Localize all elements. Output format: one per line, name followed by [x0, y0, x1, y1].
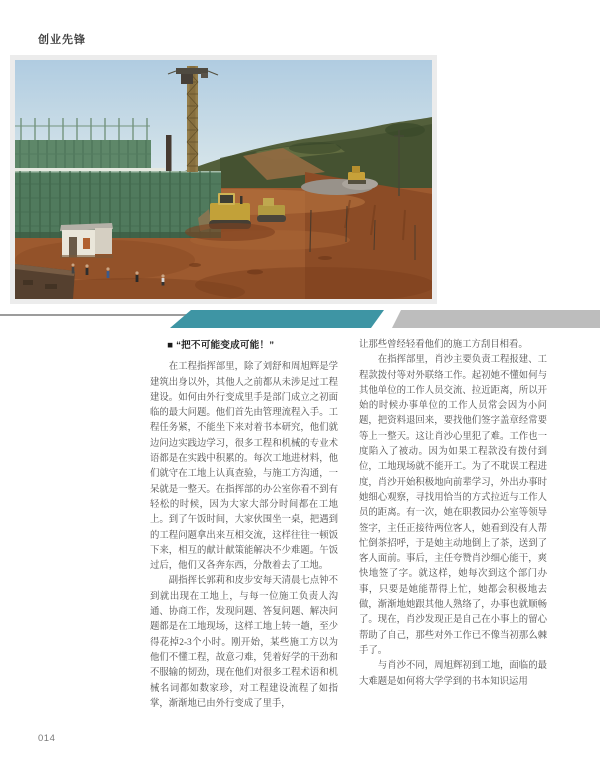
construction-site-photo	[10, 55, 437, 304]
paragraph-right-3: 与肖沙不同，周旭辉初到工地，面临的最大难题是如何将大学学到的书本知识运用	[359, 661, 547, 687]
section-heading: ■ “把不可能变成可能！”	[167, 340, 275, 351]
paragraph-left-1: 在工程指挥部里，除了刘舒和周旭辉是学建筑出身以外，其他人之前都从未涉足过工程建设。如何由外行变成里手是部门成立之初面临的最大问题。他们首先由管理流程入手。工程任务紧，不能坐下来对着书本研究，他们就边问边实践边学习，很多工程和机械的专业术语都是在实践中积累的。每次工地进材料，他们就守在工地上认真查验，与施工方沟通，一呆就是一整天。在指挥部的办公室你看不到有轻松的时候，因为大家大部分时间都在工地上。到了午饭时间，大家伙围坐一桌，把遇到的工程问题拿出来互相交流，这样往往一顿饭下来，相互的献计献策能解决不少难题。午饭过后，他们又各奔东西，分散着去了工地。	[150, 362, 338, 572]
page-header-label: 创业先锋	[38, 34, 86, 46]
construction-site-illustration	[15, 60, 432, 299]
paragraph-right-1: 让那些曾经轻看他们的施工方刮目相看。	[359, 340, 528, 350]
gray-band	[392, 310, 600, 328]
paragraph-left-2: 副指挥长郭莉和皮步安每天清晨七点钟不到就出现在工地上，与每一位施工负责人沟通、协商工作，发现问题、答复问题、解决问题都是在工地现场，这样工地上转一趟，至少得花掉2-3个小时。刚开始，某些施工方以为他们不懂工程，故意刁难，凭着好学的干劲和不服输的韧劲，现在他们对很多工程术语和机械名词都如数家珍，对工程建设流程了如指掌，渐渐地已由外行变成了里手，	[150, 576, 338, 709]
paragraph-right-2: 在指挥部里，肖沙主要负责工程报建、工程款拨付等对外联络工作。起初她不懂如何与其他单位的工作人员交流、拉近距离，所以开始的时候办事单位的工作人员常会因为小问题，把资料退回来，要找他们签字盖章经常要等上一整天。这让肖沙心里犯了难。工作也一度陷入了被动。因为如果工程款没有拨付到位，工地现场就不能开工。为了不耽误工程进度，肖沙开始积极地向前辈学习，外出办事时她细心观察，寻找用恰当的方式拉近与工作人员的距离。有一次，她在职教园办公室等领导签字，主任正接待两位客人，她看到没有人帮忙倒茶招呼，于是她主动地倒上了茶，送到了客人面前。事后，主任夸赞肖沙细心能干，爽快地签了字。就这样，她每次到这个部门办事，只要是她能帮得上忙，她都会积极地去做，渐渐地她跟其他人熟络了，办事也就顺畅了。现在，肖沙发现正是自己在小事上的留心帮助了自己，那些对外工作已不像当初那么棘手了。	[359, 355, 547, 656]
teal-band	[170, 310, 384, 328]
white-hut	[60, 223, 113, 258]
decorative-bands	[0, 308, 600, 330]
chimney	[166, 135, 172, 171]
page-number: 014	[38, 733, 56, 744]
article-column-left	[150, 338, 338, 712]
article-column-right	[359, 338, 547, 690]
